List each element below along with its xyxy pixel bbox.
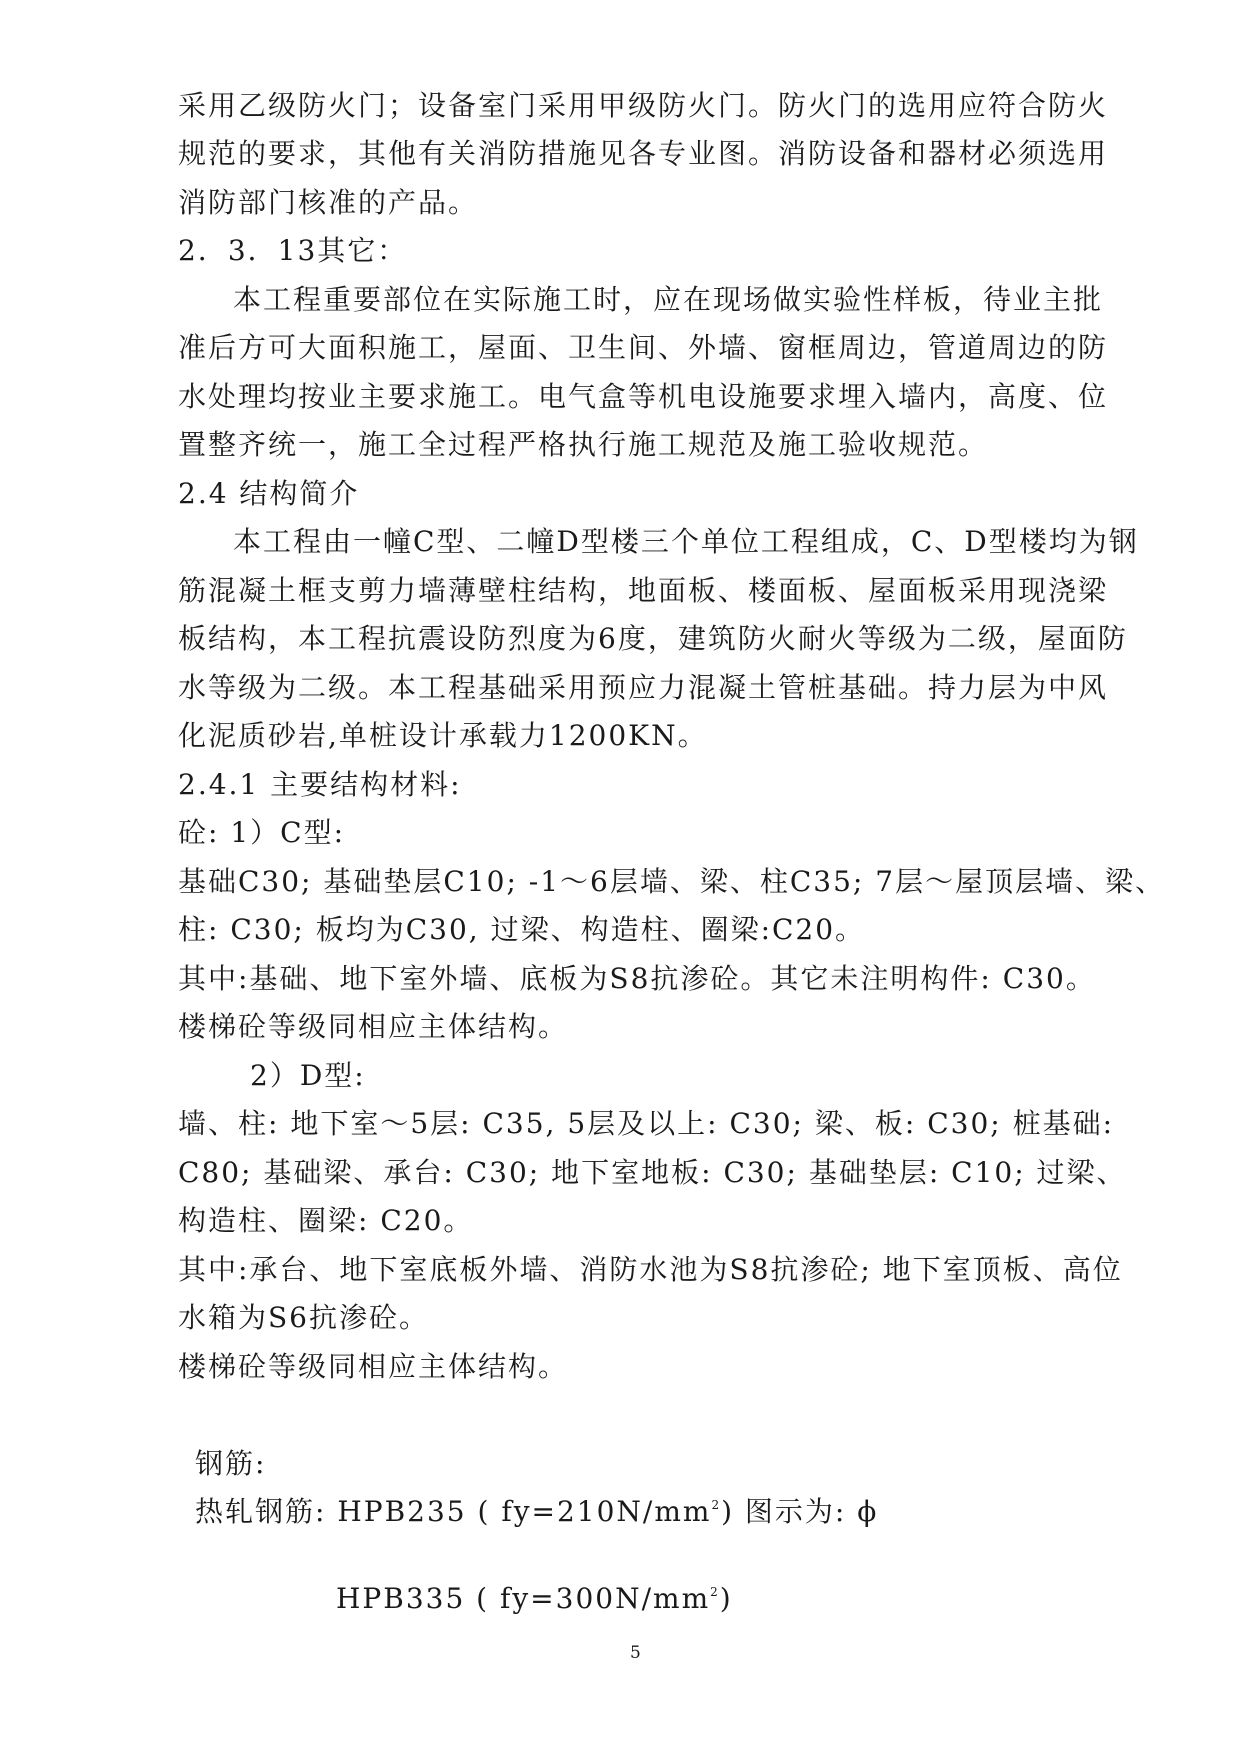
page-number: 5 [630,1643,641,1663]
text-line: 本工程重要部位在实际施工时，应在现场做实验性样板，待业主批 [233,283,1104,316]
rebar-line-1 [195,1494,878,1530]
text-line: 楼梯砼等级同相应主体结构。 [178,1350,569,1383]
text-line: 墙、柱: 地下室～5层: C35, 5层及以上: C30; 梁、板: C30; 桩基础: [178,1107,1115,1140]
text-line: 规范的要求，其他有关消防措施见各专业图。消防设备和器材必须选用 [178,137,1109,170]
text-line: 构造柱、圈梁: C20。 [178,1204,474,1237]
text-line: 准后方可大面积施工，屋面、卫生间、外墙、窗框周边，管道周边的防 [178,331,1109,364]
text-line: 置整齐统一，施工全过程严格执行施工规范及施工验收规范。 [178,428,989,461]
text-line: 柱: C30; 板均为C30, 过梁、构造柱、圈梁:C20。 [178,913,866,946]
text-line: 2）D型: [250,1059,366,1092]
rebar-1-suffix: ) 图示为: ϕ [721,1495,879,1528]
text-line: 砼: 1）C型: [178,816,346,849]
rebar-1-prefix: 热轧钢筋: HPB235 ( fy=210N/mm [195,1495,712,1528]
text-line: 钢筋: [195,1447,267,1480]
text-line: 其中:基础、地下室外墙、底板为S8抗渗砼。其它未注明构件: C30。 [178,962,1096,995]
section-heading: 2.4.1 主要结构材料: [178,768,462,801]
rebar-2-sup: 2 [710,1585,720,1599]
rebar-2-prefix: HPB335 ( fy=300N/mm [336,1582,711,1615]
text-line: 本工程由一幢C型、二幢D型楼三个单位工程组成，C、D型楼均为钢 [233,525,1139,558]
text-line: 基础C30; 基础垫层C10; -1～6层墙、梁、柱C35; 7层～屋顶层墙、梁、 [178,865,1166,898]
rebar-line-2 [336,1581,733,1617]
rebar-1-sup: 2 [711,1498,722,1512]
text-line: 化泥质砂岩,单桩设计承载力1200KN。 [178,719,708,752]
text-line: 其中:承台、地下室底板外墙、消防水池为S8抗渗砼; 地下室顶板、高位 [178,1253,1123,1286]
text-line: 楼梯砼等级同相应主体结构。 [178,1010,569,1043]
text-line: 采用乙级防火门；设备室门采用甲级防火门。防火门的选用应符合防火 [178,89,1109,122]
text-line: 筋混凝土框支剪力墙薄壁柱结构，地面板、楼面板、屋面板采用现浇梁 [178,574,1109,607]
text-line: 板结构，本工程抗震设防烈度为6度，建筑防火耐火等级为二级，屋面防 [178,622,1128,655]
section-heading: 2.4 结构简介 [178,477,360,510]
text-line: C80; 基础梁、承台: C30; 地下室地板: C30; 基础垫层: C10; 过梁、 [178,1156,1127,1189]
rebar-2-suffix: ) [719,1582,733,1615]
text-line: 消防部门核准的产品。 [178,186,479,219]
text-line: 水等级为二级。本工程基础采用预应力混凝土管桩基础。持力层为中风 [178,671,1109,704]
section-heading: 2．3．13其它： [178,234,408,267]
text-line: 水处理均按业主要求施工。电气盒等机电设施要求埋入墙内，高度、位 [178,380,1109,413]
text-line: 水箱为S6抗渗砼。 [178,1301,429,1334]
